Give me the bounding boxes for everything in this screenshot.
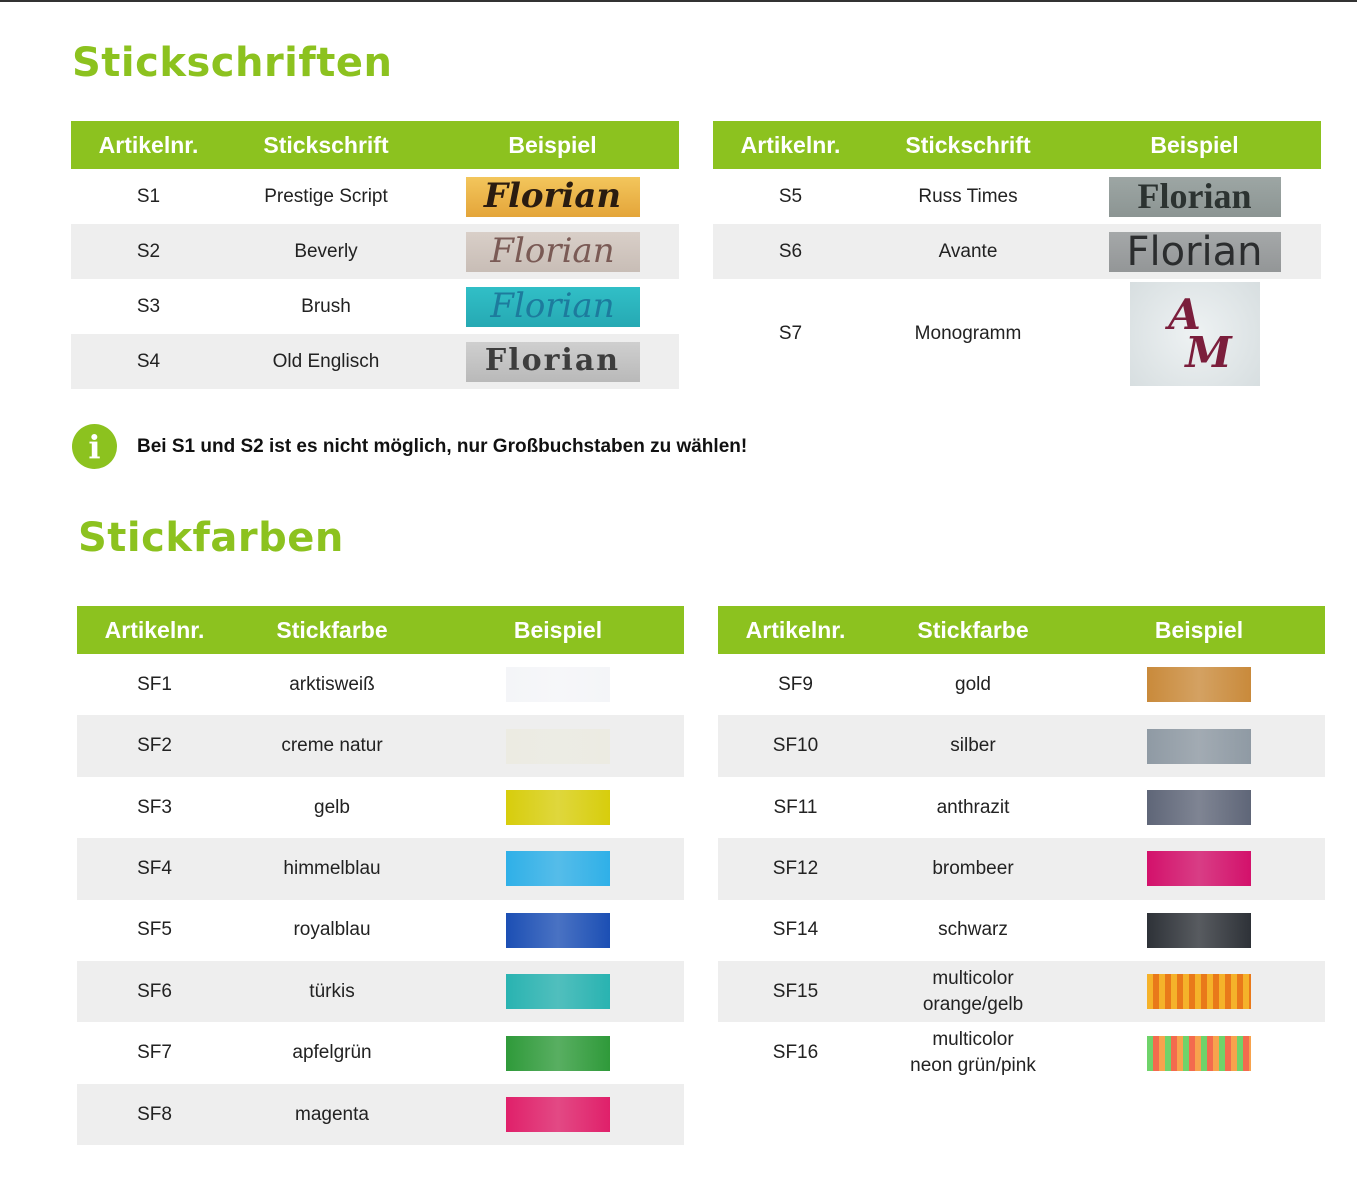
table-row: [713, 224, 1321, 279]
table-row: [77, 1022, 684, 1083]
font-sample-image: Florian: [466, 177, 640, 217]
top-border: [0, 0, 1357, 2]
article-number: S2: [136, 240, 161, 262]
color-swatch: [506, 729, 610, 764]
table-row: [713, 279, 1321, 389]
article-number: S6: [778, 240, 803, 262]
color-name: gelb: [314, 796, 350, 818]
color-name-cell: [232, 1022, 432, 1083]
color-name-cell: [232, 777, 432, 838]
color-name-cell: [232, 715, 432, 776]
table-row: [77, 654, 684, 715]
fonts-table-right: [713, 121, 1321, 389]
table-row: [71, 279, 679, 334]
color-name-cell: [873, 1022, 1073, 1083]
table-row: [71, 334, 679, 389]
article-number: SF16: [772, 1042, 819, 1064]
table-row: [77, 715, 684, 776]
colors-table-right: [718, 606, 1325, 1084]
table-header: [713, 121, 1321, 169]
font-sample-image: Florian: [466, 232, 640, 272]
color-swatch: [1147, 974, 1251, 1009]
article-number: SF2: [137, 735, 172, 757]
color-name: arktisweiß: [289, 673, 375, 695]
color-name: royalblau: [293, 919, 371, 941]
article-number: SF14: [772, 919, 819, 941]
table-header: [71, 121, 679, 169]
color-name-cell: [873, 715, 1073, 776]
table-row: [718, 900, 1325, 961]
color-name-cell: [873, 838, 1073, 899]
article-number: S1: [136, 185, 161, 207]
article-number: S4: [136, 350, 161, 372]
color-name: apfelgrün: [292, 1042, 372, 1064]
table-row: [718, 838, 1325, 899]
color-swatch: [1147, 913, 1251, 948]
article-number: SF15: [772, 980, 819, 1002]
header-artikelnr: Artikelnr.: [745, 616, 846, 643]
color-swatch: [506, 974, 610, 1009]
color-swatch: [1147, 667, 1251, 702]
article-number: SF7: [137, 1042, 172, 1064]
article-number: SF5: [137, 919, 172, 941]
header-stickfarbe: Stickfarbe: [917, 616, 1029, 643]
font-name: Monogramm: [914, 323, 1022, 345]
color-name: himmelblau: [283, 858, 381, 880]
color-swatch: [506, 851, 610, 886]
table-row: [718, 777, 1325, 838]
fonts-section-title: Stickschriften: [72, 40, 393, 86]
color-swatch: [506, 1097, 610, 1132]
monogram-sample-image: A M: [1130, 282, 1260, 386]
color-name-cell: [873, 654, 1073, 715]
color-name: anthrazit: [936, 796, 1010, 818]
color-swatch: [506, 913, 610, 948]
table-row: [71, 224, 679, 279]
color-name-cell: [873, 777, 1073, 838]
color-name: brombeer: [932, 858, 1014, 880]
color-name-cell: [232, 900, 432, 961]
article-number: SF6: [137, 980, 172, 1002]
font-name: Brush: [301, 295, 351, 317]
article-number: SF1: [137, 673, 172, 695]
colors-table-left: [77, 606, 684, 1145]
header-artikelnr: Artikelnr.: [740, 131, 841, 158]
font-sample-image: Florian: [466, 287, 640, 327]
table-row: [718, 715, 1325, 776]
color-swatch: [506, 1036, 610, 1071]
color-swatch: [1147, 851, 1251, 886]
header-beispiel: Beispiel: [1150, 131, 1239, 158]
table-row: [77, 1084, 684, 1145]
color-name: creme natur: [281, 735, 383, 757]
color-name: magenta: [295, 1103, 369, 1125]
header-stickschrift: Stickschrift: [905, 131, 1031, 158]
table-row: [77, 961, 684, 1022]
article-number: SF8: [137, 1103, 172, 1125]
font-sample-image: Florian: [1109, 177, 1281, 217]
header-artikelnr: Artikelnr.: [104, 616, 205, 643]
font-name: Avante: [938, 240, 998, 262]
table-row: [77, 900, 684, 961]
font-sample-image: Florian: [466, 342, 640, 382]
table-row: [71, 169, 679, 224]
article-number: SF10: [772, 735, 819, 757]
color-name: schwarz: [938, 919, 1008, 941]
color-name-line2: orange/gelb: [922, 993, 1024, 1015]
color-name-cell: [232, 654, 432, 715]
color-name-cell: [873, 900, 1073, 961]
color-name: multicolor: [932, 968, 1014, 989]
article-number: SF3: [137, 796, 172, 818]
color-swatch: [1147, 790, 1251, 825]
table-row: [77, 838, 684, 899]
color-name-line2: neon grün/pink: [910, 1055, 1036, 1077]
font-name: Prestige Script: [264, 185, 388, 207]
font-sample-image: Florian: [1109, 232, 1281, 272]
article-number: S5: [778, 185, 803, 207]
color-swatch: [506, 790, 610, 825]
color-swatch: [1147, 729, 1251, 764]
font-name: Old Englisch: [272, 350, 380, 372]
article-number: SF9: [778, 673, 813, 695]
color-name-cell: [232, 1084, 432, 1145]
article-number: SF4: [137, 858, 172, 880]
article-number: SF12: [772, 858, 819, 880]
font-name: Russ Times: [918, 185, 1018, 207]
table-row: [718, 654, 1325, 715]
fonts-table-left: [71, 121, 679, 389]
table-row: [713, 169, 1321, 224]
colors-section-title: Stickfarben: [78, 515, 344, 561]
article-number: S7: [778, 323, 803, 345]
color-name: gold: [955, 673, 991, 695]
color-swatch: [506, 667, 610, 702]
table-header: [718, 606, 1325, 654]
color-name-cell: [232, 838, 432, 899]
info-text: Bei S1 und S2 ist es nicht möglich, nur Großbuchstaben zu wählen!: [137, 435, 748, 457]
color-name-cell: [873, 961, 1073, 1022]
table-row: [77, 777, 684, 838]
table-header: [77, 606, 684, 654]
header-beispiel: Beispiel: [513, 616, 603, 643]
table-row: [718, 1022, 1325, 1083]
font-name: Beverly: [294, 240, 358, 262]
header-beispiel: Beispiel: [1154, 616, 1244, 643]
header-beispiel: Beispiel: [508, 131, 597, 158]
article-number: SF11: [773, 796, 818, 818]
info-icon: i: [72, 424, 117, 469]
table-row: [718, 961, 1325, 1022]
color-name: türkis: [309, 980, 355, 1002]
color-name-cell: [232, 961, 432, 1022]
info-note: [72, 424, 747, 469]
header-stickschrift: Stickschrift: [263, 131, 389, 158]
color-swatch: [1147, 1036, 1251, 1071]
header-artikelnr: Artikelnr.: [98, 131, 199, 158]
color-name: multicolor: [932, 1029, 1014, 1051]
header-stickfarbe: Stickfarbe: [276, 616, 388, 643]
color-name: silber: [950, 735, 996, 757]
article-number: S3: [136, 295, 161, 317]
